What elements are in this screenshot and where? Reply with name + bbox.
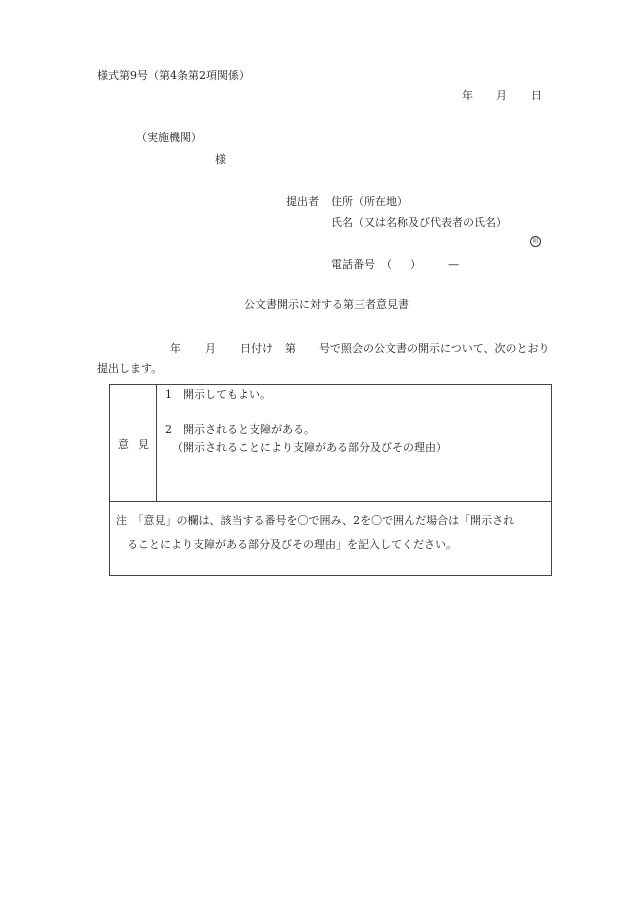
- opinion-option-2-detail: （開示されることにより支障がある部分及びその理由）: [172, 441, 447, 454]
- note-line-2: ることにより支障がある部分及びその理由」を記入してください。: [127, 538, 457, 551]
- note-cell: [110, 502, 551, 575]
- opinion-table: [109, 384, 552, 576]
- submitter-address: 住所（所在地）: [331, 195, 408, 208]
- submitter-name: 氏名（又は名称及び代表者の氏名）: [331, 216, 507, 229]
- opinion-label-1: 意: [118, 438, 129, 451]
- body-year: 年: [170, 342, 181, 355]
- addressee-organization: （実施機関）: [136, 131, 202, 144]
- addressee-honorific: 様: [215, 153, 226, 166]
- phone-open-paren: （: [381, 258, 392, 271]
- submitter-label: 提出者: [286, 195, 319, 208]
- document-title: 公文書開示に対する第三者意見書: [244, 298, 409, 311]
- date-year: 年: [462, 89, 473, 102]
- note-line-1: 注 「意見」の欄は、該当する番号を〇で囲み、2を〇で囲んだ場合は「開示され: [116, 514, 515, 527]
- form-number: 様式第9号（第4条第2項関係）: [97, 69, 250, 82]
- body-month: 月: [205, 342, 216, 355]
- body-dai: 第: [285, 342, 296, 355]
- body-text-line2: 提出します。: [97, 362, 163, 375]
- opinion-content-cell[interactable]: [157, 385, 551, 501]
- opinion-row: [110, 385, 551, 502]
- body-date-suffix: 日付け: [240, 342, 273, 355]
- phone-close-paren: ）: [410, 258, 421, 271]
- opinion-option-2: 2 開示されると支障がある。: [165, 423, 315, 436]
- date-month: 月: [496, 89, 507, 102]
- phone-dash: —: [448, 258, 459, 271]
- seal-mark: 印: [530, 236, 541, 247]
- opinion-label-cell: [110, 385, 157, 501]
- opinion-label-2: 見: [138, 438, 149, 451]
- date-day: 日: [531, 89, 542, 102]
- body-text: 号で照会の公文書の開示について、次のとおり: [319, 342, 550, 355]
- phone-label: 電話番号: [331, 258, 375, 271]
- opinion-option-1: 1 開示してもよい。: [165, 388, 271, 401]
